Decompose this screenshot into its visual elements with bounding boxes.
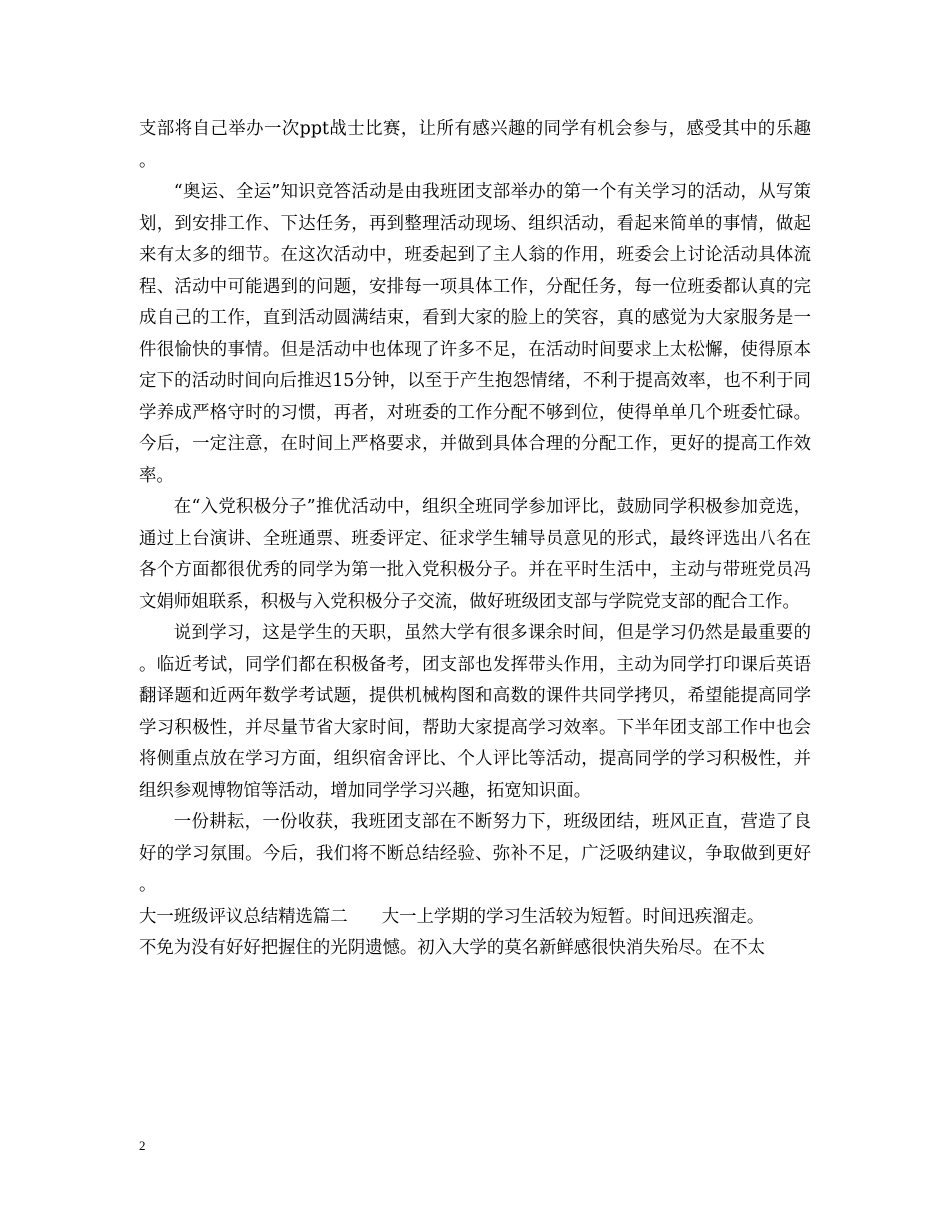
document-body — [139, 114, 811, 965]
paragraph-5: 一份耕耘，一份收获，我班团支部在不断努力下，班级团结，班风正直，营造了良好的学习氛围。今后，我们将不断总结经验、弥补不足，广泛吸纳建议，争取做到更好。 — [139, 812, 811, 895]
section-heading: 大一班级评议总结精选篇二 — [139, 906, 348, 927]
paragraph-3: 在“入党积极分子”推优活动中，组织全班同学参加评比，鼓励同学积极参加竞选，通过上台演讲、全班通票、班委评定、征求学生辅导员意见的形式，最终评选出八名在各个方面都很优秀的同学为第一批入党积极分子。并在平时生活中，主动与带班党员冯文娟师姐联系，积极与入党积极分子交流，做好班级团支部与学院党支部的配合工作。 — [139, 497, 811, 612]
section-heading-line — [139, 902, 811, 934]
section-continuation: 不免为没有好好把握住的光阴遗憾。初入大学的莫名新鲜感很快消失殆尽。在不太 — [139, 938, 766, 958]
paragraph-2: “奥运、全运”知识竞答活动是由我班团支部举办的第一个有关学习的活动，从写策划，到安排工作、下达任务，再到整理活动现场、组织活动，看起来简单的事情，做起来有太多的细节。在这次活动中，班委起到了主人翁的作用，班委会上讨论活动具体流程、活动中可能遇到的问题，安排每一项具体工作，分配任务，每一位班委都认真的完成自己的工作，直到活动圆满结束，看到大家的脸上的笑容，真的感觉为大家服务是一件很愉快的事情。但是活动中也体现了许多不足，在活动时间要求上太松懈，使得原本定下的活动时间向后推迟15分钟，以至于产生抱怨情绪，不利于提高效率，也不利于同学养成严格守时的习惯，再者，对班委的工作分配不够到位，使得单单几个班委忙碌。今后，一定注意，在时间上严格要求，并做到具体合理的分配工作，更好的提高工作效率。 — [139, 182, 811, 486]
page-number: 2 — [139, 1138, 146, 1153]
paragraph-1: 支部将自己举办一次ppt战士比赛，让所有感兴趣的同学有机会参与，感受其中的乐趣。 — [139, 119, 811, 171]
section-first-line: 大一上学期的学习生活较为短暂。时间迅疾溜走。 — [381, 906, 765, 927]
paragraph-4: 说到学习，这是学生的天职，虽然大学有很多课余时间，但是学习仍然是最重要的。临近考试，同学们都在积极备考，团支部也发挥带头作用，主动为同学打印课后英语翻译题和近两年数学考试题，提供机械构图和高数的课件共同学拷贝，希望能提高同学学习积极性，并尽量节省大家时间，帮助大家提高学习效率。下半年团支部工作中也会将侧重点放在学习方面，组织宿舍评比、个人评比等活动，提高同学的学习积极性，并组织参观博物馆等活动，增加同学学习兴趣，拓宽知识面。 — [139, 623, 811, 801]
